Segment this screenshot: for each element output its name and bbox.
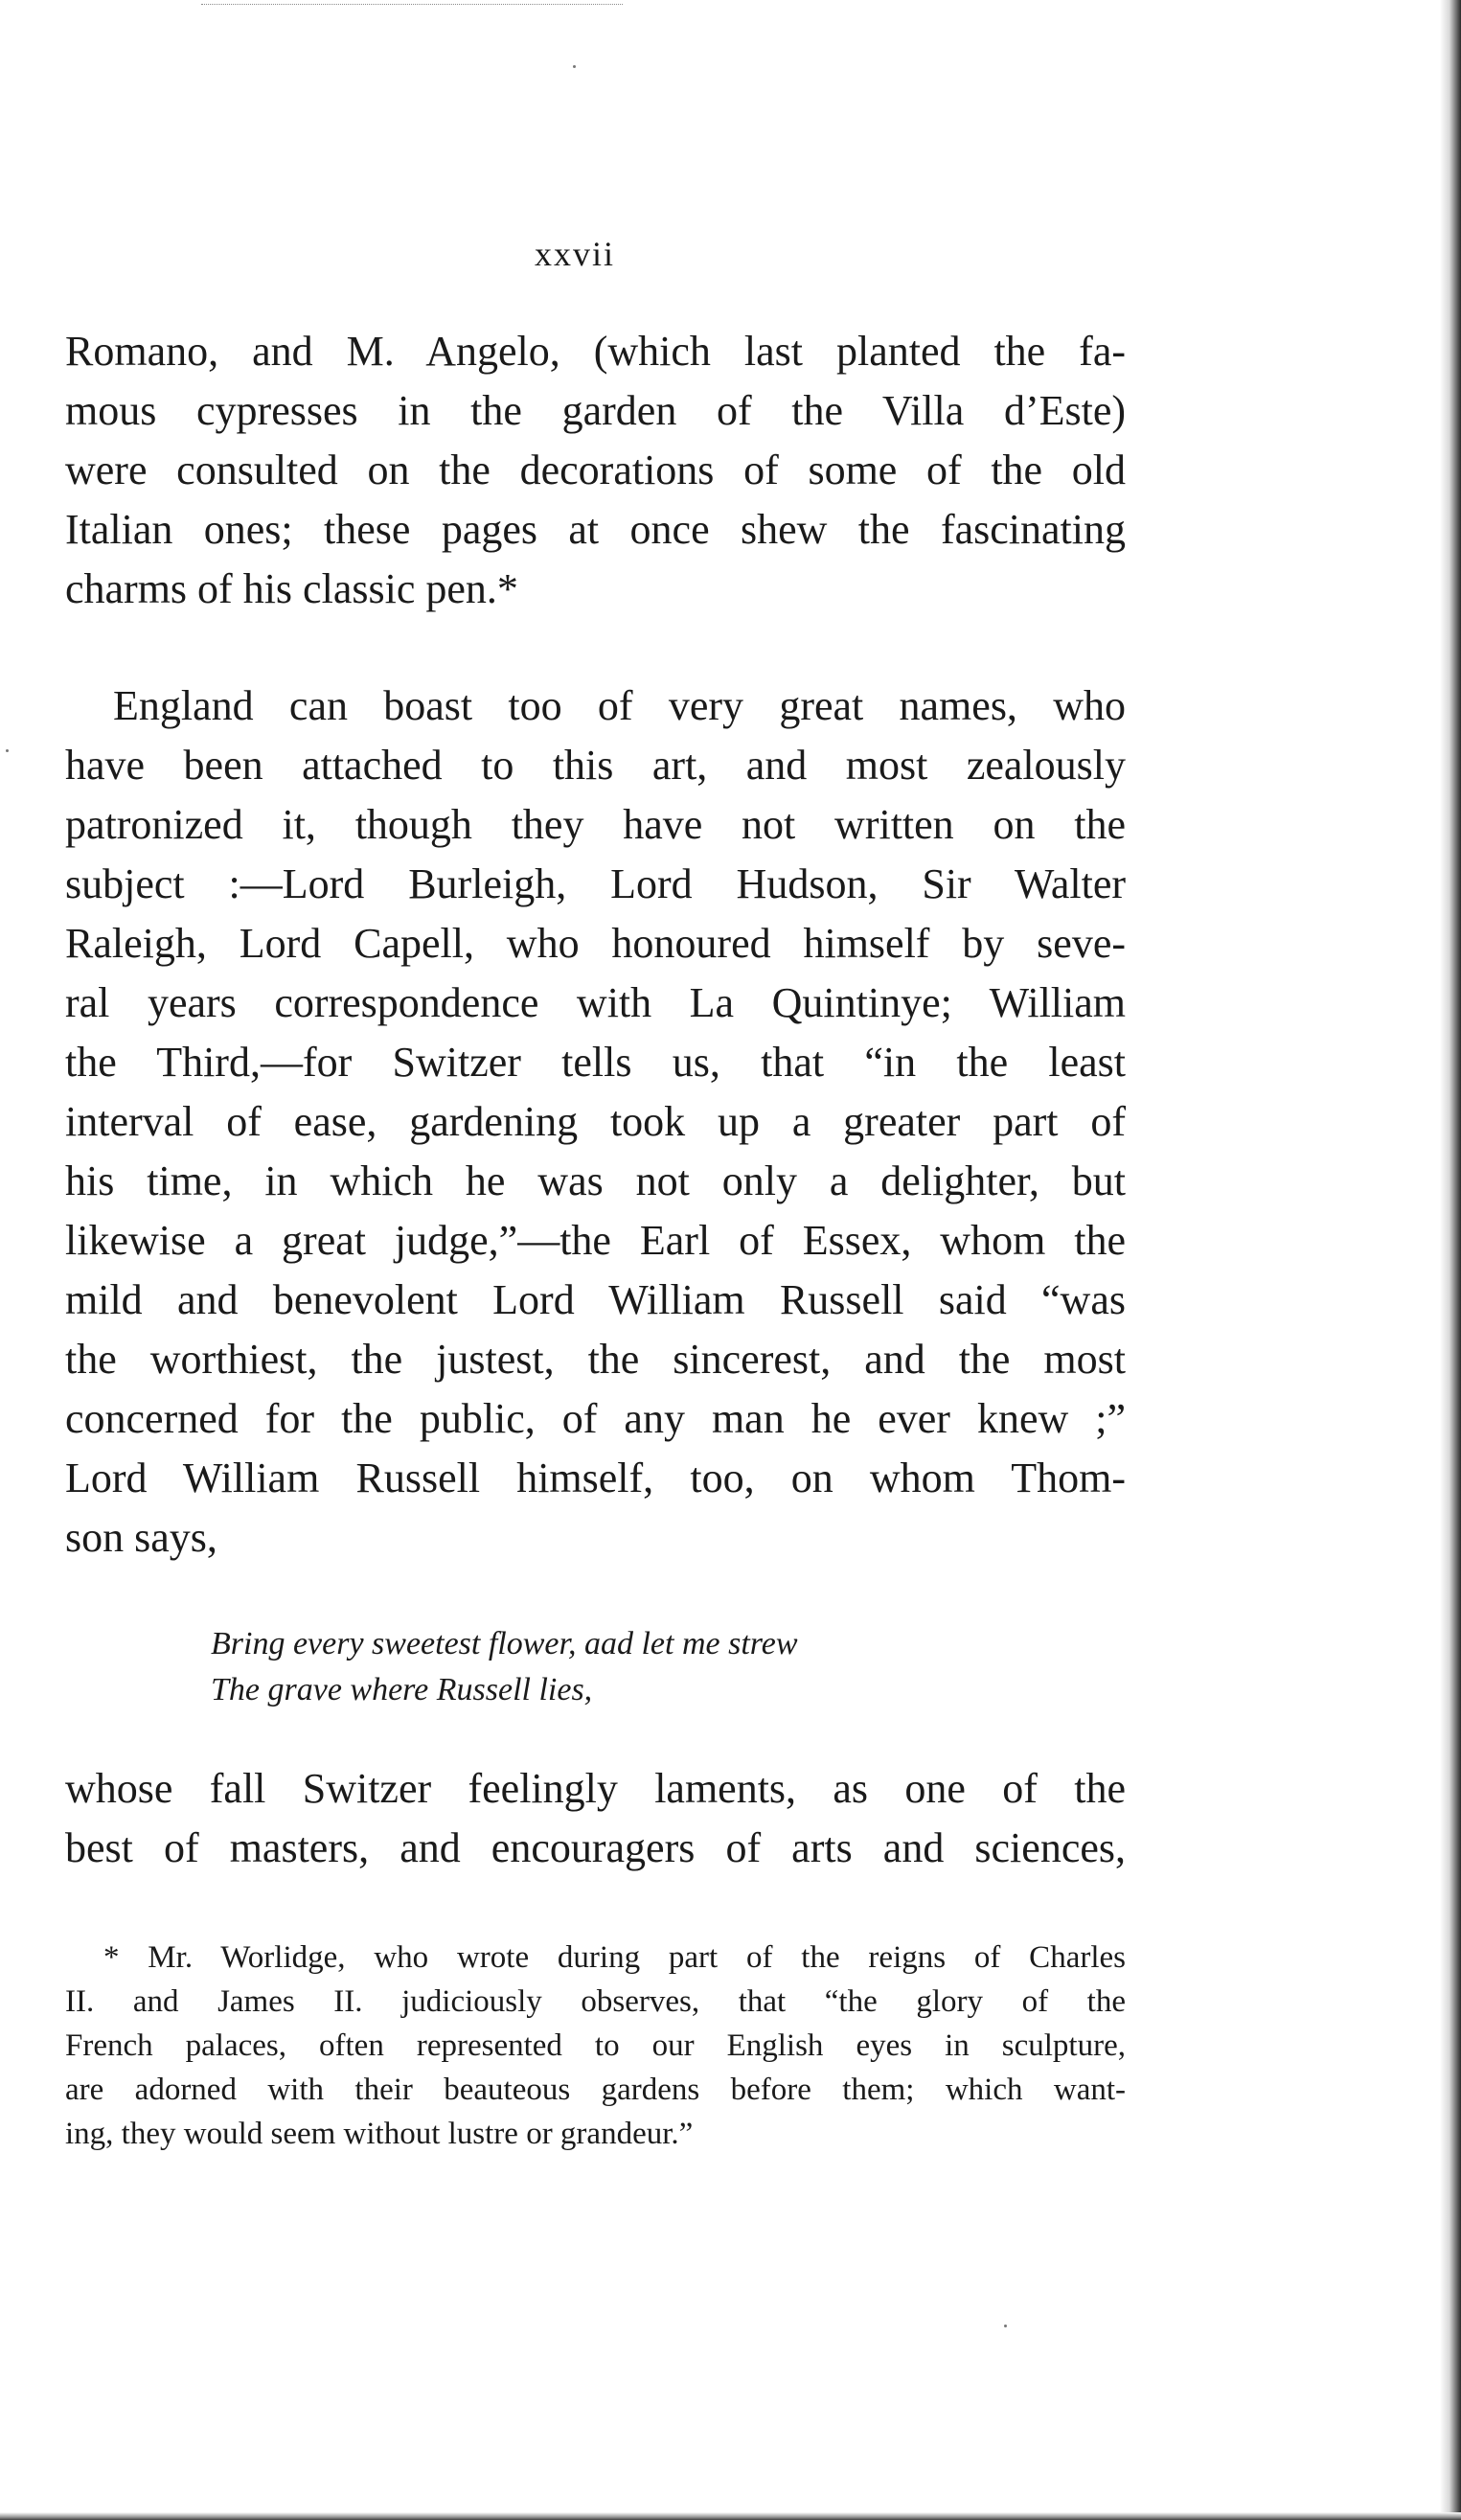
text-line: were consulted on the decorations of some of the old bbox=[65, 447, 1126, 493]
text-line: concerned for the public, of any man he ever knew ;” bbox=[65, 1395, 1126, 1442]
text-line: whose fall Switzer feelingly laments, as one of the bbox=[65, 1765, 1126, 1812]
verse-line: The grave where Russell lies, bbox=[211, 1672, 593, 1707]
text-line: patronized it, though they have not written on the bbox=[65, 801, 1126, 848]
text-line: Romano, and M. Angelo, (which last planted the fa- bbox=[65, 328, 1126, 375]
text-line: interval of ease, gardening took up a greater part of bbox=[65, 1098, 1126, 1145]
text-line: Italian ones; these pages at once shew the fascinating bbox=[65, 506, 1126, 553]
text-line: likewise a great judge,”—the Earl of Essex, whom the bbox=[65, 1217, 1126, 1264]
paper-speck bbox=[1004, 2325, 1007, 2327]
text-line: his time, in which he was not only a delighter, but bbox=[65, 1157, 1126, 1204]
page-bottom-shadow bbox=[0, 2512, 1461, 2520]
text-line: best of masters, and encouragers of arts and sciences, bbox=[65, 1824, 1126, 1871]
verse-line: Bring every sweetest flower, aad let me strew bbox=[211, 1626, 798, 1661]
paragraph-2 bbox=[65, 676, 1126, 1568]
paper-speck bbox=[573, 65, 576, 68]
text-line: Raleigh, Lord Capell, who honoured himself by seve- bbox=[65, 920, 1126, 967]
footnote-line: * Mr. Worlidge, who wrote during part of the reigns of Charles bbox=[103, 1940, 1126, 1975]
footnote bbox=[65, 1936, 1126, 2156]
text-line: the worthiest, the justest, the sincerest, and the most bbox=[65, 1336, 1126, 1383]
paragraph-1 bbox=[65, 322, 1126, 619]
text-line: ral years correspondence with La Quintinye; William bbox=[65, 979, 1126, 1026]
page-number: xxvii bbox=[534, 235, 615, 273]
top-edge-mark bbox=[201, 0, 623, 5]
footnote-line: are adorned with their beauteous gardens before them; which want- bbox=[65, 2073, 1126, 2107]
verse-quotation bbox=[211, 1621, 798, 1713]
text-line: Lord William Russell himself, too, on whom Thom- bbox=[65, 1455, 1126, 1501]
text-line: son says, bbox=[65, 1514, 217, 1561]
page-edge-shadow bbox=[1440, 0, 1461, 2520]
text-line: the Third,—for Switzer tells us, that “in the least bbox=[65, 1039, 1126, 1086]
text-line: mous cypresses in the garden of the Villa d’Este) bbox=[65, 387, 1126, 434]
text-line: have been attached to this art, and most zealously bbox=[65, 742, 1126, 789]
footnote-line: II. and James II. judiciously observes, that “the glory of the bbox=[65, 1984, 1126, 2019]
paper-speck bbox=[6, 749, 9, 752]
footnote-line: French palaces, often represented to our English eyes in sculpture, bbox=[65, 2028, 1126, 2063]
text-line: mild and benevolent Lord William Russell said “was bbox=[65, 1276, 1126, 1323]
text-line: England can boast too of very great names, who bbox=[113, 682, 1126, 729]
text-line: subject :—Lord Burleigh, Lord Hudson, Sir Walter bbox=[65, 860, 1126, 907]
paragraph-3 bbox=[65, 1759, 1126, 1878]
text-line: charms of his classic pen.* bbox=[65, 565, 518, 612]
footnote-line: ing, they would seem without lustre or grandeur.” bbox=[65, 2117, 694, 2151]
